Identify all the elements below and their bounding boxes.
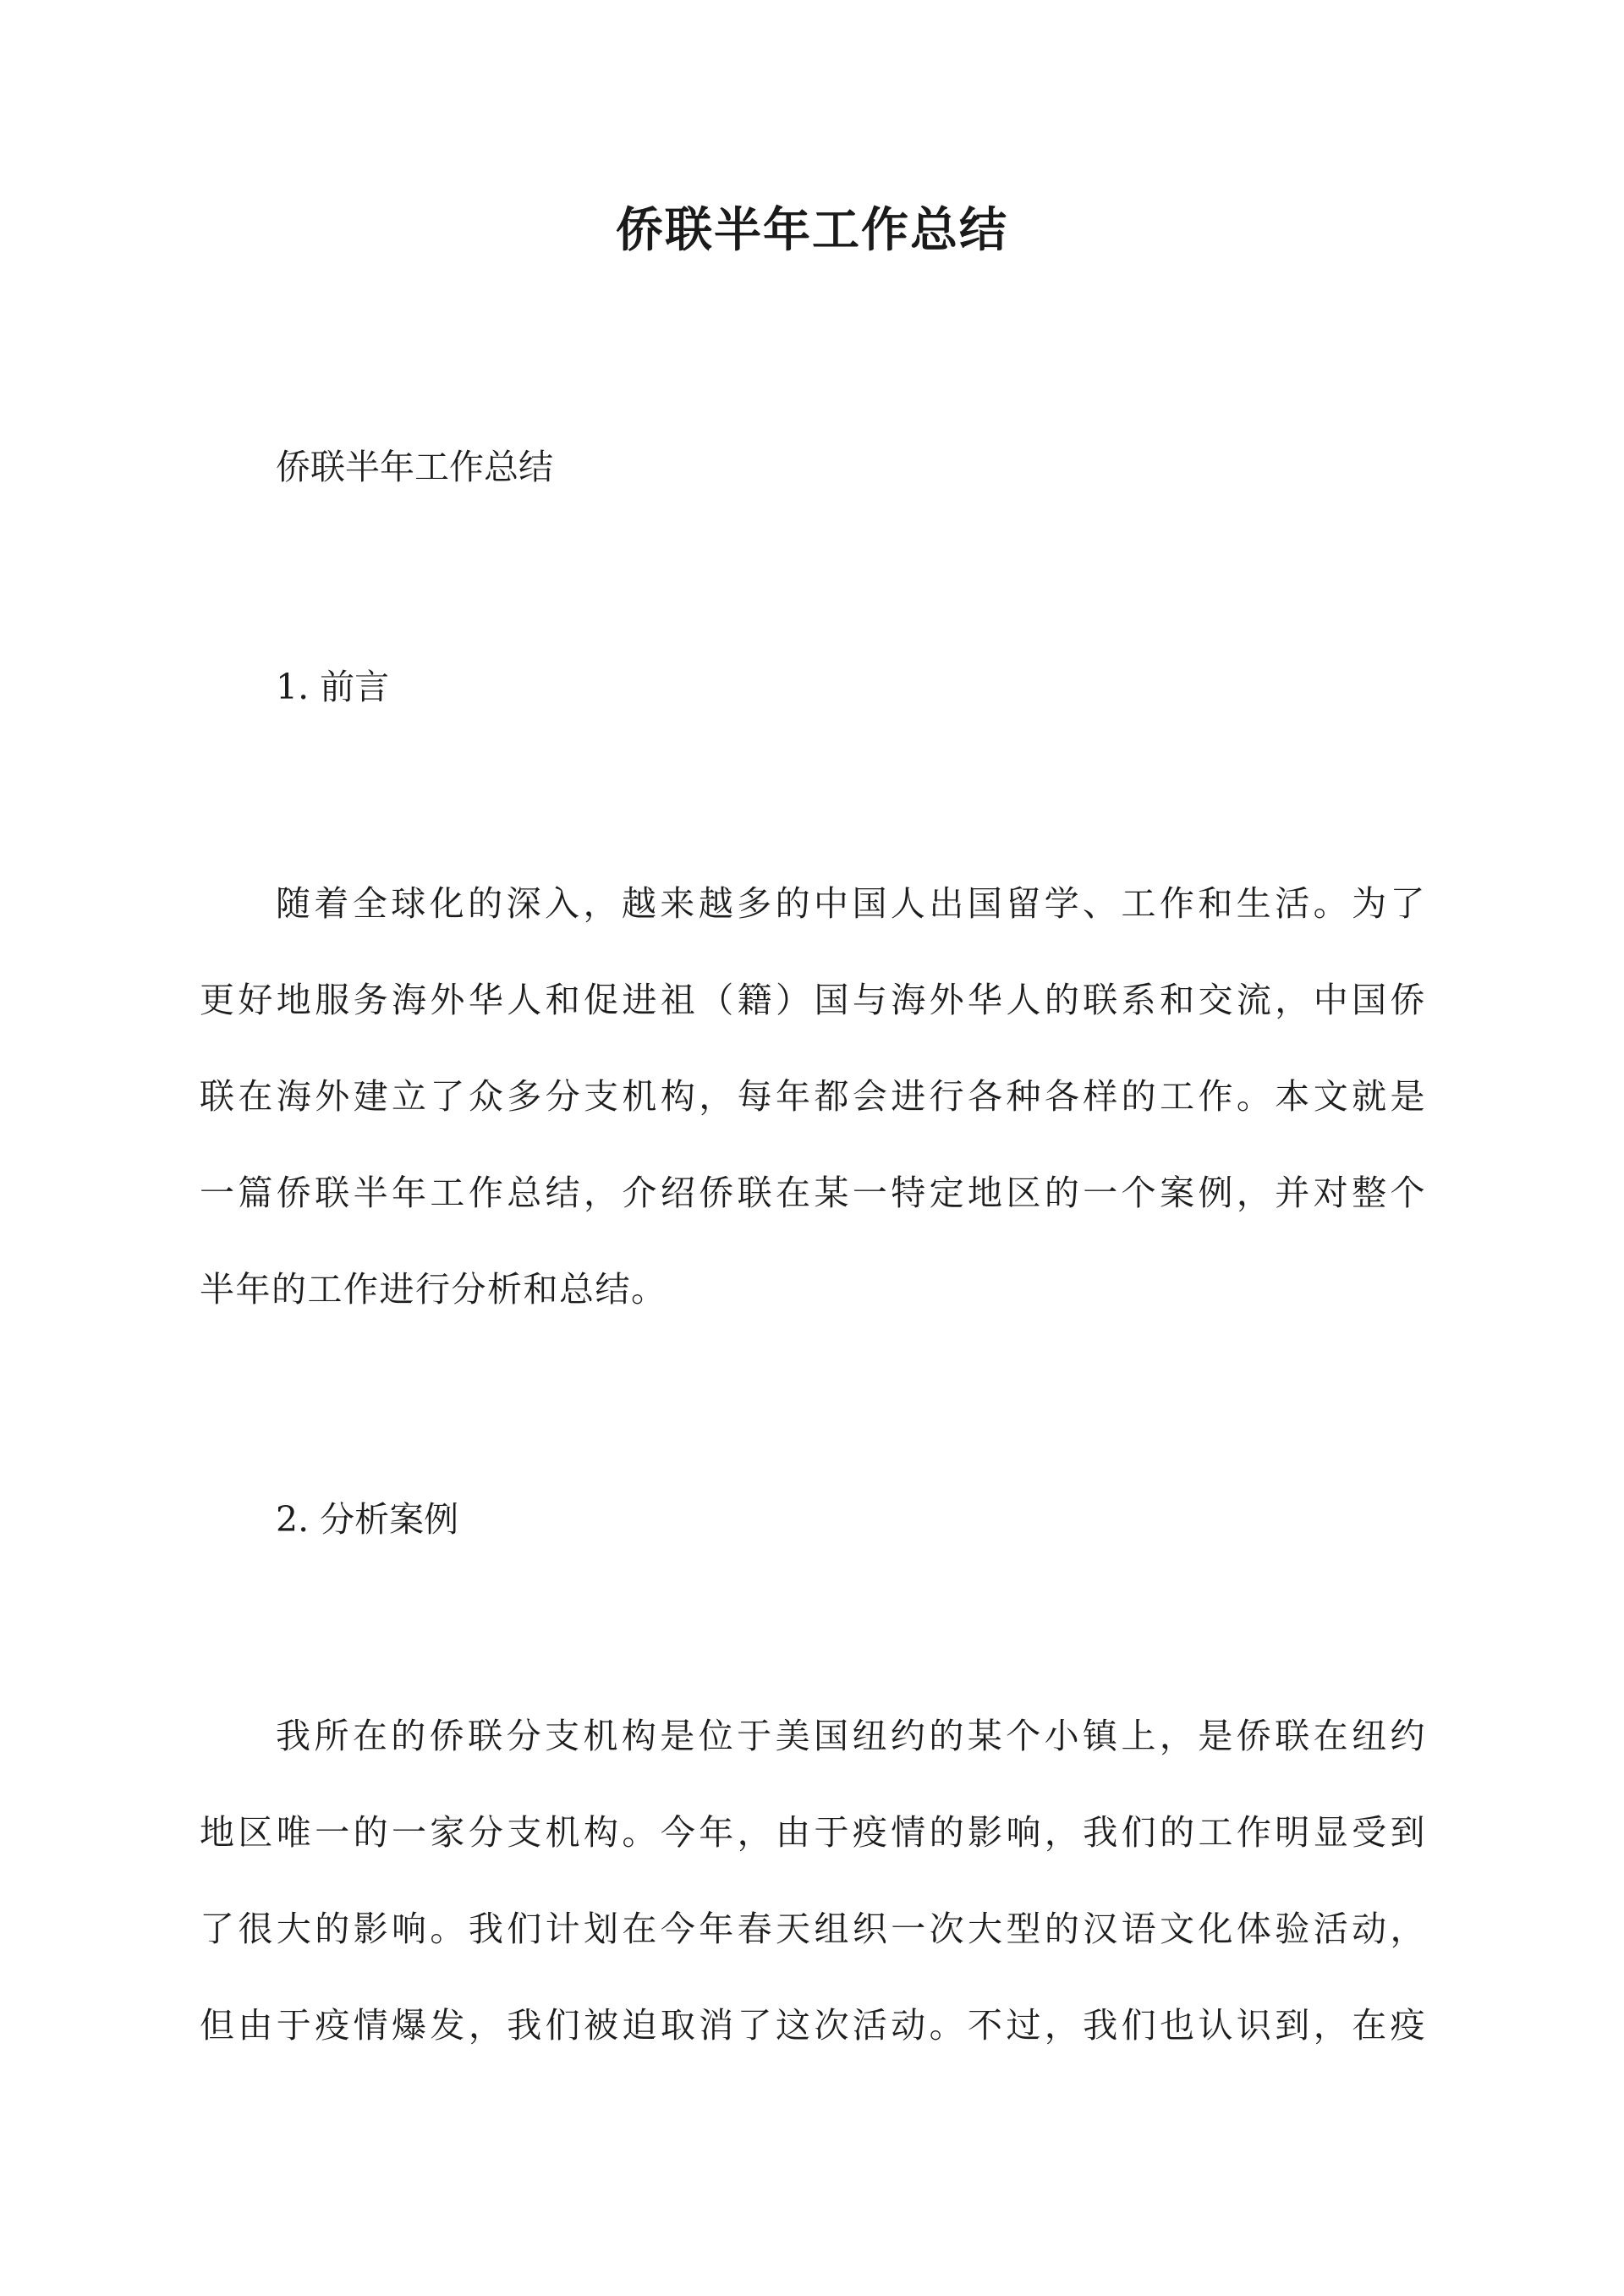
paragraph-line: 半年的工作进行分析和总结。 xyxy=(200,1269,667,1310)
document-title: 侨联半年工作总结 xyxy=(616,202,1008,258)
section-paragraph-intro xyxy=(200,880,1426,1362)
paragraph-line: 随着全球化的深入，越来越多的中国人出国留学、工作和生活。为了 xyxy=(276,883,1426,924)
paragraph-line: 了很大的影响。我们计划在今年春天组织一次大型的汉语文化体验活动， xyxy=(200,1909,1426,1949)
section-heading-case-analysis: 2. 分析案例 xyxy=(276,1499,459,1540)
paragraph-line: 更好地服务海外华人和促进祖（籍）国与海外华人的联系和交流，中国侨 xyxy=(200,980,1426,1020)
paragraph-line: 一篇侨联半年工作总结，介绍侨联在某一特定地区的一个案例，并对整个 xyxy=(200,1173,1426,1213)
section-heading-intro: 1. 前言 xyxy=(276,667,390,707)
paragraph-line: 联在海外建立了众多分支机构，每年都会进行各种各样的工作。本文就是 xyxy=(200,1076,1426,1117)
paragraph-line: 我所在的侨联分支机构是位于美国纽约的某个小镇上，是侨联在纽约 xyxy=(276,1716,1426,1756)
section-paragraph-case-analysis xyxy=(200,1712,1426,2098)
document-subtitle: 侨联半年工作总结 xyxy=(276,447,553,487)
paragraph-line: 但由于疫情爆发，我们被迫取消了这次活动。不过，我们也认识到，在疫 xyxy=(200,2005,1426,2046)
paragraph-line: 地区唯一的一家分支机构。今年，由于疫情的影响，我们的工作明显受到 xyxy=(200,1812,1426,1853)
